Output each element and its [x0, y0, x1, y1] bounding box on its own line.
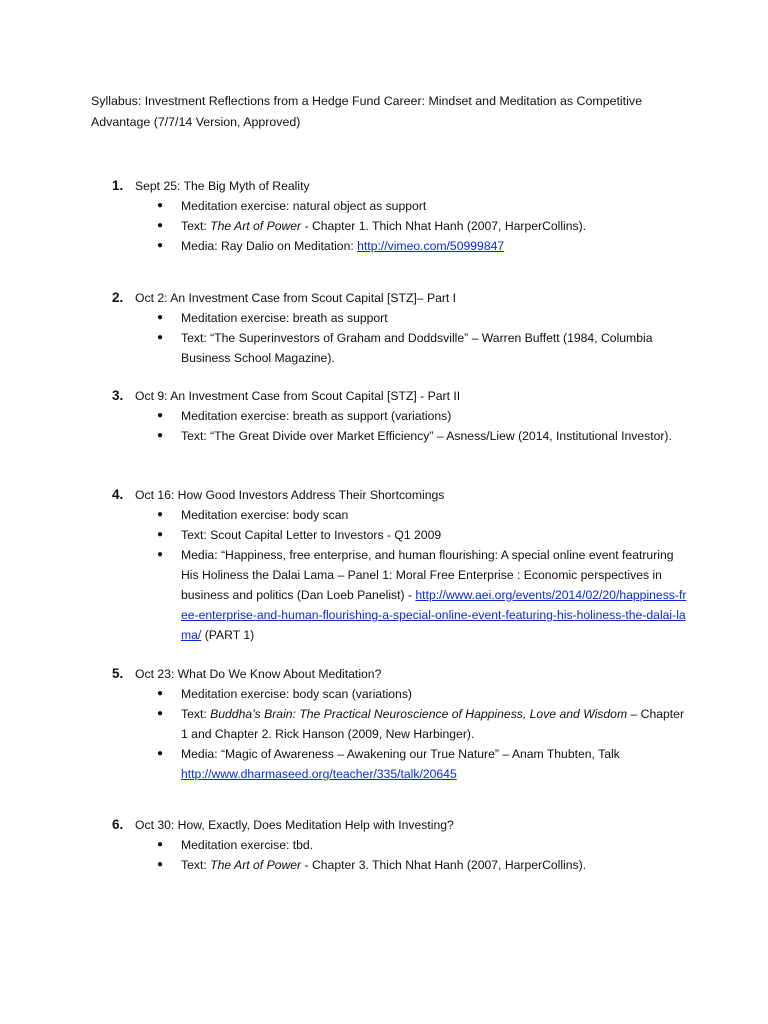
- session-2: [112, 288, 692, 368]
- session-heading: Oct 16: How Good Investors Address Their Shortcomings: [135, 488, 445, 502]
- bullet-icon: ●: [157, 529, 164, 540]
- session-heading: Oct 2: An Investment Case from Scout Capital [STZ]– Part I: [135, 291, 457, 305]
- session-5: [112, 664, 692, 784]
- list-item: ● Meditation exercise: natural object as support: [112, 196, 692, 216]
- bullet-icon: ●: [157, 312, 164, 323]
- list-item: ● Meditation exercise: breath as support: [112, 308, 692, 328]
- session-number: 5.: [112, 666, 124, 681]
- bullet-icon: ●: [157, 708, 164, 719]
- bullet-icon: ●: [157, 839, 164, 850]
- list-item: ● Text: The Art of Power - Chapter 1. Thich Nhat Hanh (2007, HarperCollins).: [112, 216, 692, 236]
- dharmaseed-link[interactable]: http://www.dharmaseed.org/teacher/335/talk/20645: [181, 767, 457, 781]
- bullet-icon: ●: [157, 549, 164, 560]
- page-title: Syllabus: Investment Reflections from a Hedge Fund Career: Mindset and Meditation as Competitive Advantage (7/7/14 Version, Approved): [91, 94, 642, 129]
- bullet-icon: ●: [157, 859, 164, 870]
- list-item: ● Media: “Magic of Awareness – Awakening our True Nature” – Anam Thubten, Talk http://www.dharmaseed.org/teacher/335/talk/20645: [112, 744, 692, 784]
- session-3: [112, 386, 692, 446]
- session-heading: Oct 9: An Investment Case from Scout Capital [STZ] - Part II: [135, 389, 461, 403]
- session-heading: Sept 25: The Big Myth of Reality: [135, 179, 310, 193]
- list-item: ● Meditation exercise: body scan: [112, 505, 692, 525]
- bullet-icon: ●: [157, 509, 164, 520]
- book-title: The Art of Power: [210, 219, 302, 233]
- list-item: ● Text: Buddha’s Brain: The Practical Neuroscience of Happiness, Love and Wisdom – Chapter 1 and Chapter 2. Rick Hanson (2009, New Harbinger).: [112, 704, 692, 744]
- book-title: The Art of Power: [210, 858, 302, 872]
- bullet-icon: ●: [157, 220, 164, 231]
- session-number: 4.: [112, 487, 124, 502]
- list-item: ● Text: Scout Capital Letter to Investors - Q1 2009: [112, 525, 692, 545]
- bullet-icon: ●: [157, 200, 164, 211]
- book-title: Buddha’s Brain: The Practical Neuroscience of Happiness, Love and Wisdom: [210, 707, 628, 721]
- list-item: ● Text: “The Superinvestors of Graham and Doddsville” – Warren Buffett (1984, Columbia Business School Magazine).: [112, 328, 692, 368]
- session-1: [112, 176, 692, 256]
- session-4: [112, 485, 692, 645]
- session-heading: Oct 23: What Do We Know About Meditation?: [135, 667, 382, 681]
- session-number: 6.: [112, 817, 124, 832]
- session-number: 2.: [112, 290, 124, 305]
- bullet-icon: ●: [157, 430, 164, 441]
- session-number: 1.: [112, 178, 124, 193]
- session-6: [112, 815, 692, 875]
- bullet-icon: ●: [157, 688, 164, 699]
- aei-event-link[interactable]: http://www.aei.org/events/2014/02/20/happiness-free-enterprise-and-human-flourishing-a-special-online-event-featuring-his-holiness-the-dalai-lama/: [181, 588, 687, 642]
- list-item: ● Meditation exercise: tbd.: [112, 835, 692, 855]
- list-item: ● Text: The Art of Power - Chapter 3. Thich Nhat Hanh (2007, HarperCollins).: [112, 855, 692, 875]
- list-item: ● Text: “The Great Divide over Market Efficiency” – Asness/Liew (2014, Institutional Investor).: [112, 426, 692, 446]
- session-heading: Oct 30: How, Exactly, Does Meditation Help with Investing?: [135, 818, 454, 832]
- list-item: ● Media: Ray Dalio on Meditation: http://vimeo.com/50999847: [112, 236, 692, 256]
- session-number: 3.: [112, 388, 124, 403]
- vimeo-link[interactable]: http://vimeo.com/50999847: [357, 239, 505, 253]
- list-item: ● Media: “Happiness, free enterprise, and human flourishing: A special online event featruring His Holiness the Dalai Lama – Panel 1: Moral Free Enterprise : Economic perspectives in business and politics (Dan Loeb Panelist) - http://www.aei.org/events/2014/02/20/happiness-free-enterprise-and-human-flourishing-a-special-online-event-featuring-his-holiness-the-dalai-lama/ (PART 1): [112, 545, 692, 645]
- list-item: ● Meditation exercise: breath as support (variations): [112, 406, 692, 426]
- bullet-icon: ●: [157, 332, 164, 343]
- bullet-icon: ●: [157, 748, 164, 759]
- bullet-icon: ●: [157, 410, 164, 421]
- bullet-icon: ●: [157, 240, 164, 251]
- list-item: ● Meditation exercise: body scan (variations): [112, 684, 692, 704]
